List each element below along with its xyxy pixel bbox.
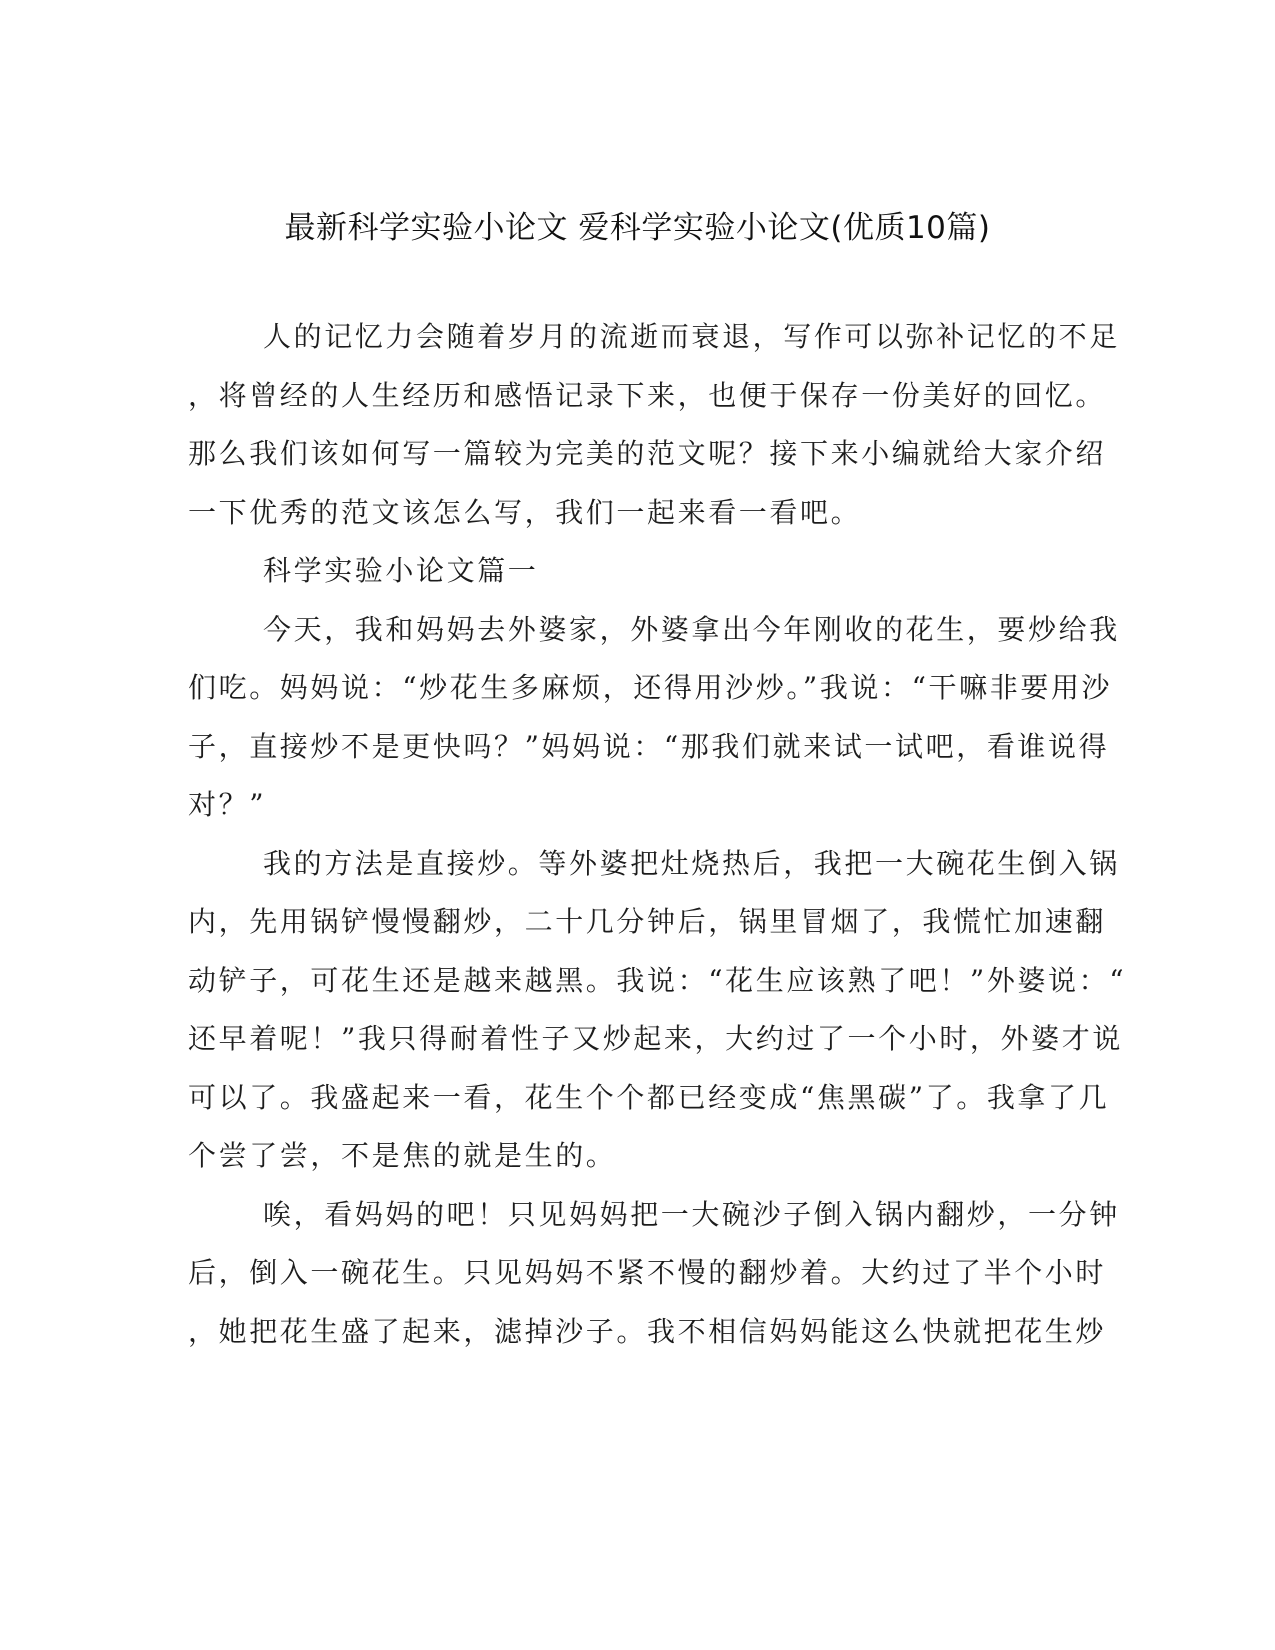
text-line: 还早着呢！”我只得耐着性子又炒起来，大约过了一个小时，外婆才说 [188, 1022, 1123, 1055]
text-line: 个尝了尝，不是焦的就是生的。 [188, 1139, 617, 1172]
text-line: 对？” [188, 788, 267, 821]
text-line: 一下优秀的范文该怎么写，我们一起来看一看吧。 [188, 496, 862, 529]
section-heading: 科学实验小论文篇一 [263, 554, 539, 587]
text-line: 唉，看妈妈的吧！只见妈妈把一大碗沙子倒入锅内翻炒，一分钟 [263, 1198, 1120, 1231]
text-line: 那么我们该如何写一篇较为完美的范文呢？接下来小编就给大家介绍 [188, 437, 1107, 470]
text-line: 今天，我和妈妈去外婆家，外婆拿出今年刚收的花生，要炒给我 [263, 613, 1120, 646]
text-line: 我的方法是直接炒。等外婆把灶烧热后，我把一大碗花生倒入锅 [263, 847, 1120, 880]
text-line: 动铲子，可花生还是越来越黑。我说：“花生应该熟了吧！”外婆说：“ [188, 964, 1127, 997]
document-title: 最新科学实验小论文 爱科学实验小论文(优质10篇) [284, 210, 991, 246]
text-line: 内，先用锅铲慢慢翻炒，二十几分钟后，锅里冒烟了，我慌忙加速翻 [188, 905, 1107, 938]
text-line: 们吃。妈妈说：“炒花生多麻烦，还得用沙炒。”我说：“干嘛非要用沙 [188, 671, 1113, 704]
text-line: ，她把花生盛了起来，滤掉沙子。我不相信妈妈能这么快就把花生炒 [188, 1315, 1107, 1348]
text-line: 后，倒入一碗花生。只见妈妈不紧不慢的翻炒着。大约过了半个小时 [188, 1256, 1107, 1289]
text-line: ，将曾经的人生经历和感悟记录下来，也便于保存一份美好的回忆。 [188, 379, 1107, 412]
text-line: 可以了。我盛起来一看，花生个个都已经变成“焦黑碳”了。我拿了几 [188, 1081, 1110, 1114]
text-line: 人的记忆力会随着岁月的流逝而衰退，写作可以弥补记忆的不足 [263, 320, 1120, 353]
text-line: 子，直接炒不是更快吗？”妈妈说：“那我们就来试一试吧，看谁说得 [188, 730, 1110, 763]
